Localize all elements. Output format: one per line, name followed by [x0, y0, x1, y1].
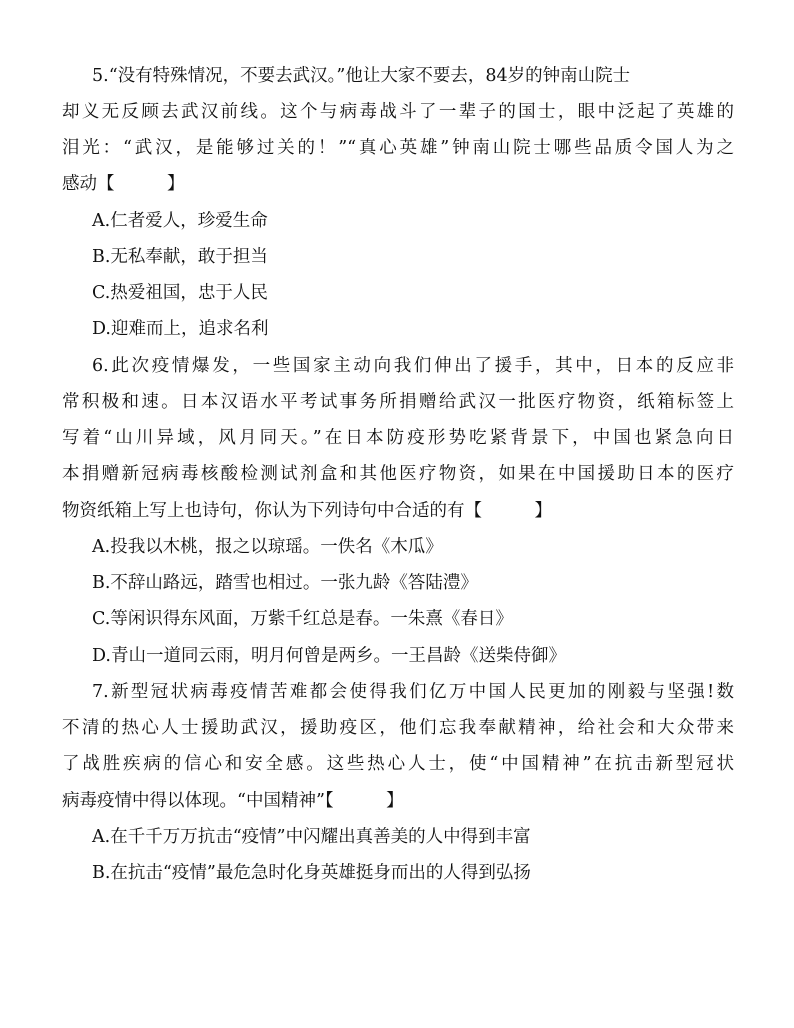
- question-7-option-b: B.在抗击“疫情”最危急时化身英雄挺身而出的人得到弘扬: [92, 863, 531, 883]
- question-5-line-3: 泪光：“武汉，是能够过关的！”“真心英雄”钟南山院士哪些品质令国人为之: [62, 138, 734, 158]
- question-6-line-3: 写着“山川异域，风月同天。”在日本防疫形势吃紧背景下，中国也紧急向日: [62, 428, 734, 448]
- question-5-option-a: A.仁者爱人，珍爱生命: [92, 211, 268, 231]
- question-5-option-c: C.热爱祖国，忠于人民: [92, 283, 268, 303]
- question-7-line-2: 不清的热心人士援助武汉，援助疫区，他们忘我奉献精神，给社会和大众带来: [62, 718, 734, 738]
- question-6-option-a: A.投我以木桃，报之以琼瑶。一佚名《木瓜》: [92, 537, 443, 557]
- question-6-line-4: 本捐赠新冠病毒核酸检测试剂盒和其他医疗物资，如果在中国援助日本的医疗: [62, 464, 734, 484]
- question-6-line-2: 常积极和速。日本汉语水平考试事务所捐赠给武汉一批医疗物资，纸箱标签上: [62, 392, 734, 412]
- question-7-line-4: 病毒疫情中得以体现。“中国精神”【 】: [62, 791, 404, 811]
- question-5-line-1: 5.“没有特殊情况，不要去武汉。”他让大家不要去，84岁的钟南山院士: [92, 66, 631, 86]
- question-5-option-b: B.无私奉献，敢于担当: [92, 247, 268, 267]
- question-5-line-4: 感动【 】: [62, 174, 185, 194]
- question-6-line-5: 物资纸箱上写上也诗句，你认为下列诗句中合适的有【 】: [62, 501, 552, 521]
- question-7-line-1: 7.新型冠状病毒疫情苦难都会使得我们亿万中国人民更加的刚毅与坚强!数: [92, 682, 734, 702]
- question-6-option-c: C.等闲识得东风面，万紫千红总是春。一朱熹《春日》: [92, 609, 513, 629]
- question-7-option-a: A.在千千万万抗击“疫情”中闪耀出真善美的人中得到丰富: [92, 827, 531, 847]
- question-5-line-2: 却义无反顾去武汉前线。这个与病毒战斗了一辈子的国士，眼中泛起了英雄的: [62, 102, 734, 122]
- question-7-line-3: 了战胜疾病的信心和安全感。这些热心人士，使“中国精神”在抗击新型冠状: [62, 754, 734, 774]
- question-5-option-d: D.迎难而上，追求名利: [92, 319, 269, 339]
- question-6-line-1: 6.此次疫情爆发，一些国家主动向我们伸出了援手，其中，日本的反应非: [92, 356, 734, 376]
- question-6-option-b: B.不辞山路远，踏雪也相过。一张九龄《答陆澧》: [92, 573, 478, 593]
- question-6-option-d: D.青山一道同云雨，明月何曾是两乡。一王昌龄《送柴侍御》: [92, 646, 566, 666]
